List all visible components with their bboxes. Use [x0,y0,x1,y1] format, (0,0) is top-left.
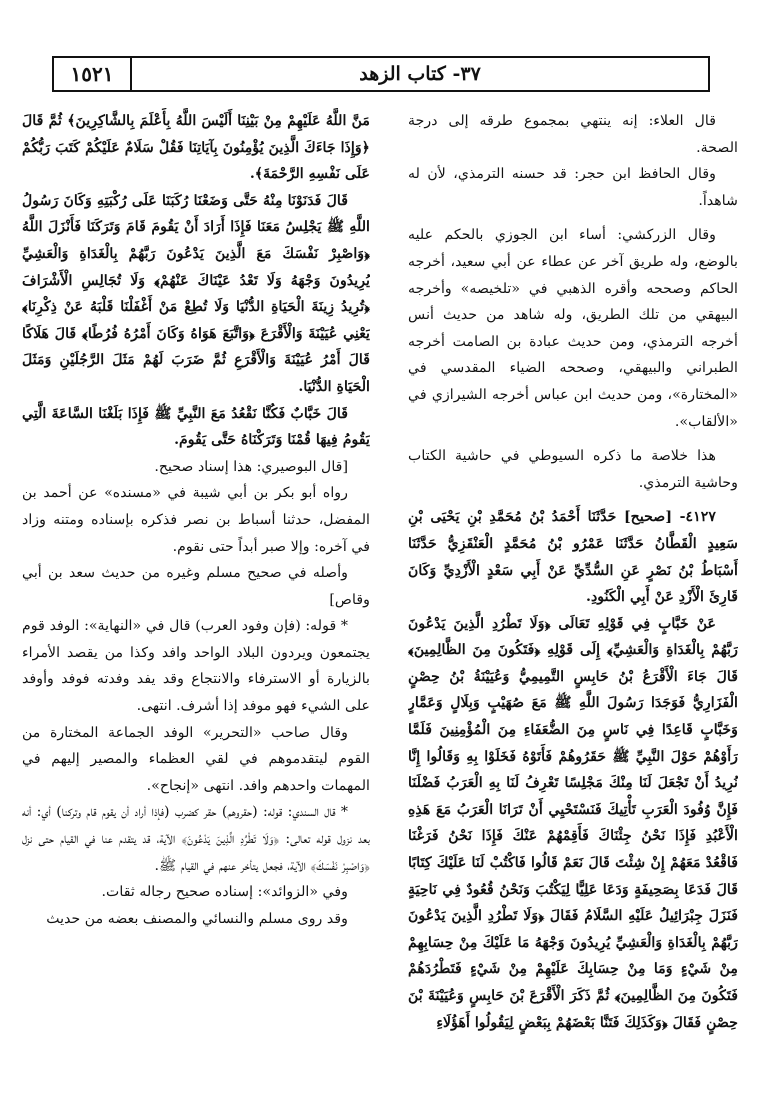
right-column [408,108,738,1102]
commentary: رواه أبو بكر بن أبي شيبة في «مسنده» عن أحمد بن المفضل، حدثنا أسباط بن نصر فذكره بإسناده ومتنه وزاد في آخره: وإلا صبر أبداً حتى نقوم. [22,485,370,555]
left-column [22,108,370,1102]
hadith-text: مَنَّ اللَّهُ عَلَيْهِمْ مِنْ بَيْنِنَا أَلَيْسَ اللَّهُ بِأَعْلَمَ بِالشَّاكِرِينَ﴾ ثُمَّ قَالَ ﴿وَإِذَا جَاءَكَ الَّذِينَ يُؤْمِنُونَ بِآيَاتِنَا فَقُلْ سَلَامٌ عَلَيْكُمْ كَتَبَ رَبُّكُمْ عَلَى نَفْسِهِ الرَّحْمَةَ﴾. [22,113,370,183]
hadith-text: عَنْ خَبَّابٍ فِي قَوْلِهِ تَعَالَى ﴿وَلَا تَطْرُدِ الَّذِينَ يَدْعُونَ رَبَّهُمْ بِالْغَدَاةِ وَالْعَشِيِّ﴾ إِلَى قَوْلِهِ ﴿فَتَكُونَ مِنَ الظَّالِمِينَ﴾ قَالَ جَاءَ الْأَقْرَعُ بْنُ حَابِسٍ التَّمِيمِيُّ وَعُيَيْنَةُ بْنُ حِصْنٍ الْفَزَارِيُّ فَوَجَدَا رَسُولَ اللَّهِ ﷺ مَعَ صُهَيْبٍ وَبِلَالٍ وَعَمَّارٍ وَخَبَّابٍ قَاعِدًا فِي نَاسٍ مِنَ الضُّعَفَاءِ مِنَ الْمُؤْمِنِينَ فَلَمَّا رَأَوْهُمْ حَوْلَ النَّبِيِّ ﷺ حَقَرُوهُمْ فَأَتَوْهُ فَخَلَوْا بِهِ وَقَالُوا إِنَّا نُرِيدُ أَنْ تَجْعَلَ لَنَا مِنْكَ مَجْلِسًا تَعْرِفُ لَنَا بِهِ الْعَرَبُ فَضْلَنَا فَإِنَّ وُفُودَ الْعَرَبِ تَأْتِيكَ فَنَسْتَحْيِي أَنْ تَرَانَا الْعَرَبُ مَعَ هَذِهِ الْأَعْبُدِ فَإِذَا نَحْنُ جِئْنَاكَ فَأَقِمْهُمْ عَنْكَ فَإِذَا نَحْنُ فَرَغْنَا فَاقْعُدْ مَعَهُمْ إِنْ شِئْتَ قَالَ نَعَمْ قَالُوا فَاكْتُبْ لَنَا عَلَيْكَ كِتَابًا قَالَ فَدَعَا بِصَحِيفَةٍ وَدَعَا عَلِيًّا لِيَكْتُبَ وَنَحْنُ قُعُودٌ فِي نَاحِيَةٍ فَنَزَلَ جِبْرَائِيلُ عَلَيْهِ السَّلَامُ فَقَالَ ﴿وَلَا تَطْرُدِ الَّذِينَ يَدْعُونَ رَبَّهُمْ بِالْغَدَاةِ وَالْعَشِيِّ يُرِيدُونَ وَجْهَهُ مَا عَلَيْكَ مِنْ حِسَابِهِمْ مِنْ شَيْءٍ وَمَا مِنْ حِسَابِكَ عَلَيْهِمْ مِنْ شَيْءٍ فَتَطْرُدَهُمْ فَتَكُونَ مِنَ الظَّالِمِينَ﴾ ثُمَّ ذَكَرَ الْأَقْرَعَ بْنَ حَابِسٍ وَعُيَيْنَةَ بْنَ حِصْنٍ فَقَالَ ﴿وَكَذَلِكَ فَتَنَّا بَعْضَهُمْ بِبَعْضٍ لِيَقُولُوا أَهَؤُلَاءِ [408,615,738,1031]
page-header [52,56,710,92]
hadith-text: قَالَ فَدَنَوْنَا مِنْهُ حَتَّى وَضَعْنَا رُكَبَنَا عَلَى رُكْبَتِهِ وَكَانَ رَسُولُ اللَّهِ ﷺ يَجْلِسُ مَعَنَا فَإِذَا أَرَادَ أَنْ يَقُومَ قَامَ وَتَرَكَنَا فَأَنْزَلَ اللَّهُ ﴿وَاصْبِرْ نَفْسَكَ مَعَ الَّذِينَ يَدْعُونَ رَبَّهُمْ بِالْغَدَاةِ وَالْعَشِيِّ يُرِيدُونَ وَجْهَهُ وَلَا تَعْدُ عَيْنَاكَ عَنْهُمْ﴾ وَلَا تُجَالِسِ الْأَشْرَافَ ﴿تُرِيدُ زِينَةَ الْحَيَاةِ الدُّنْيَا وَلَا تُطِعْ مَنْ أَغْفَلْنَا قَلْبَهُ عَنْ ذِكْرِنَا﴾ يَعْنِي عُيَيْنَةَ وَالْأَقْرَعَ ﴿وَاتَّبَعَ هَوَاهُ وَكَانَ أَمْرُهُ فُرُطًا﴾ قَالَ هَلَاكًا قَالَ أَمْرُ عُيَيْنَةَ وَالْأَقْرَعِ ثُمَّ ضَرَبَ لَهُمْ مَثَلَ الرَّجُلَيْنِ وَمَثَلَ الْحَيَاةِ الدُّنْيَا. [22,192,370,395]
commentary: * قوله: (فإن وفود العرب) قال في «النهاية»: الوفد قوم يجتمعون ويردون البلاد الواحد وافد وكذا من يقصد الأمراء بالزيارة أو الاسترفاء والانتجاع وقد يفد وفدته فوفد وأوفد على الشيء فهو موفد إذا أشرف. انتهى. [22,618,370,715]
commentary: وقد روى مسلم والنسائي والمصنف بعضه من حديث [46,910,348,927]
paragraph: وقال الزركشي: أساء ابن الجوزي بالحكم عليه بالوضع، وله طريق آخر عن عطاء عن أبي سعيد، أخرجه الحاكم وصححه وأقره الذهبي في «تلخيصه» وأخرجه البيهقي من تلك الطريق، وله شاهد من حديث أنس أخرجه الترمذي، ومن حديث عبادة بن الصامت أخرجه الطبراني والبيهقي، وصححه الضياء المقدسي في «المختارة»، ومن حديث ابن عباس أخرجه الشيرازي في «الألقاب». [408,227,738,430]
paragraph: قال العلاء: إنه ينتهي بمجموع طرقه إلى درجة الصحة. [408,113,738,156]
commentary: وقال صاحب «التحرير» الوفد الجماعة المختارة من القوم ليتقدموهم في لقي العظماء والمصير إليهم في المهمات واحدهم وافد. انتهى «إنجاح». [22,724,370,794]
commentary: وأصله في صحيح مسلم وغيره من حديث سعد بن أبي وقاص] [22,565,370,608]
commentary: * قال السندي: قوله: (حقروهم) حقر كضرب (فإذا أراد أن يقوم قام وتركنا) أي: أنه بعد نزول قوله تعالى: ﴿وَلَا تَطْرُدِ الَّذِينَ يَدْعُونَ﴾ الآية، قد يتقدم عنا في القيام حتى نزل ﴿وَاصْبِرْ نَفْسَكَ﴾ الآية، فجعل يتأخر عنهم في القيام ﷺ. [22,804,370,874]
paragraph: وقال الحافظ ابن حجر: قد حسنه الترمذي، لأن له شاهداً. [408,166,738,209]
commentary: وفي «الزوائد»: إسناده صحيح رجاله ثقات. [101,884,348,901]
hadith-text: قَالَ خَبَّابٌ فَكُنَّا نَقْعُدُ مَعَ النَّبِيِّ ﷺ فَإِذَا بَلَغْنَا السَّاعَةَ الَّتِي يَقُومُ فِيهَا قُمْنَا وَتَرَكْنَاهُ حَتَّى يَقُومَ. [22,405,370,449]
book-title: ٣٧- كتاب الزهد [359,63,481,85]
paragraph: هذا خلاصة ما ذكره السيوطي في حاشية الكتاب وحاشية الترمذي. [408,448,738,491]
hadith-isnad: ٤١٢٧- [صحيح] حَدَّثَنَا أَحْمَدُ بْنُ مُحَمَّدِ بْنِ يَحْيَى بْنِ سَعِيدٍ الْقَطَّانُ حَدَّثَنَا عَمْرُو بْنُ مُحَمَّدٍ الْعَنْقَزِيُّ حَدَّثَنَا أَسْبَاطُ بْنُ نَصْرٍ عَنِ السُّدِّيِّ عَنْ أَبِي سَعْدٍ الْأَزْدِيِّ وَكَانَ قَارِئَ الْأَزْدِ عَنْ أَبِي الْكَنُودِ. [408,509,738,606]
commentary: [قال البوصيري: هذا إسناد صحيح. [154,458,348,475]
page-number: ١٥٢١ [54,58,132,90]
